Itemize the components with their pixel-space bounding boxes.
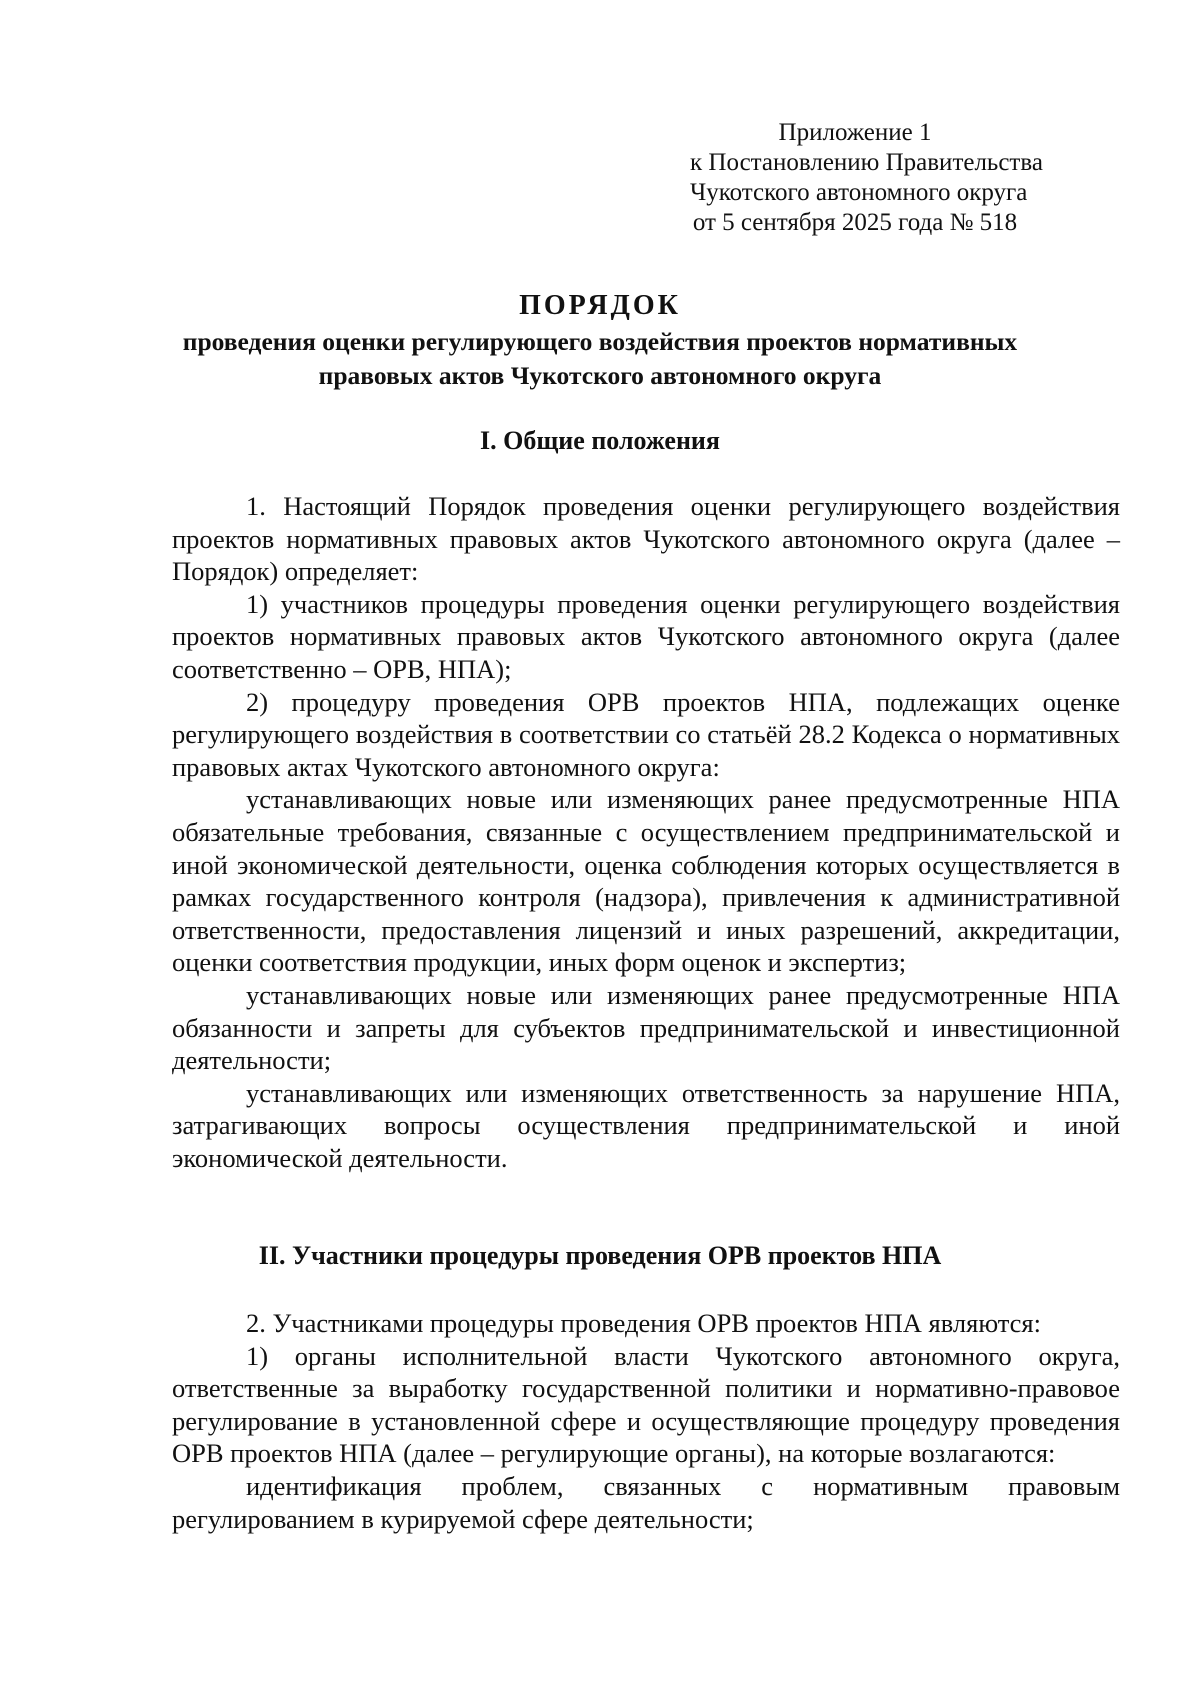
paragraph: 1) органы исполнительной власти Чукотского автономного округа, ответственные за выработку государственной политики и нормативно-правовое регулирование в установленной сфере и осуществляющие процедуру проведения ОРВ проектов НПА (далее – регулирующие органы), на которые возлагаются: xyxy=(172,1340,1120,1469)
section-1-body xyxy=(172,490,1120,1174)
appendix-line-3: Чукотского автономного округа xyxy=(690,179,1028,206)
document-subtitle-line-1: проведения оценки регулирующего воздействия проектов нормативных xyxy=(182,327,1018,356)
paragraph: 2) процедуру проведения ОРВ проектов НПА, подлежащих оценке регулирующего воздействия в соответствии со статьёй 28.2 Кодекса о нормативных правовых актах Чукотского автономного округа: xyxy=(172,686,1120,782)
appendix-line-2: к Постановлению Правительства xyxy=(690,149,1043,176)
document-title-block xyxy=(150,288,1050,392)
appendix-line-1: Приложение 1 xyxy=(778,119,932,146)
paragraph: 1. Настоящий Порядок проведения оценки регулирующего воздействия проектов нормативных правовых актов Чукотского автономного округа (далее – Порядок) определяет: xyxy=(172,491,1120,587)
paragraph: устанавливающих новые или изменяющих ранее предусмотренные НПА обязательные требования, связанные с осуществлением предпринимательской и иной экономической деятельности, оценка соблюдения которых осуществляется в рамках государственного контроля (надзора), привлечения к административной ответственности, предоставления лицензий и иных разрешений, аккредитации, оценки соответствия продукции, иных форм оценок и экспертиз; xyxy=(172,784,1120,978)
section-2-heading: II. Участники процедуры проведения ОРВ проектов НПА xyxy=(258,1241,942,1270)
section-1-heading: I. Общие положения xyxy=(480,426,720,455)
appendix-line-4: от 5 сентября 2025 года № 518 xyxy=(692,209,1018,236)
section-2-body xyxy=(172,1307,1120,1535)
paragraph: идентификация проблем, связанных с нормативным правовым регулированием в курируемой сфере деятельности; xyxy=(172,1470,1120,1534)
appendix-block xyxy=(690,118,1043,238)
paragraph: устанавливающих или изменяющих ответственность за нарушение НПА, затрагивающих вопросы осуществления предпринимательской и иной экономической деятельности. xyxy=(172,1077,1120,1173)
document-title: ПОРЯДОК xyxy=(519,290,681,321)
paragraph: 2. Участниками процедуры проведения ОРВ проектов НПА являются: xyxy=(246,1308,1041,1338)
document-subtitle-line-2: правовых актов Чукотского автономного округа xyxy=(318,361,882,390)
paragraph: устанавливающих новые или изменяющих ранее предусмотренные НПА обязанности и запреты для субъектов предпринимательской и инвестиционной деятельности; xyxy=(172,979,1120,1076)
paragraph: 1) участников процедуры проведения оценки регулирующего воздействия проектов нормативных правовых актов Чукотского автономного округа (далее соответственно – ОРВ, НПА); xyxy=(172,588,1120,684)
